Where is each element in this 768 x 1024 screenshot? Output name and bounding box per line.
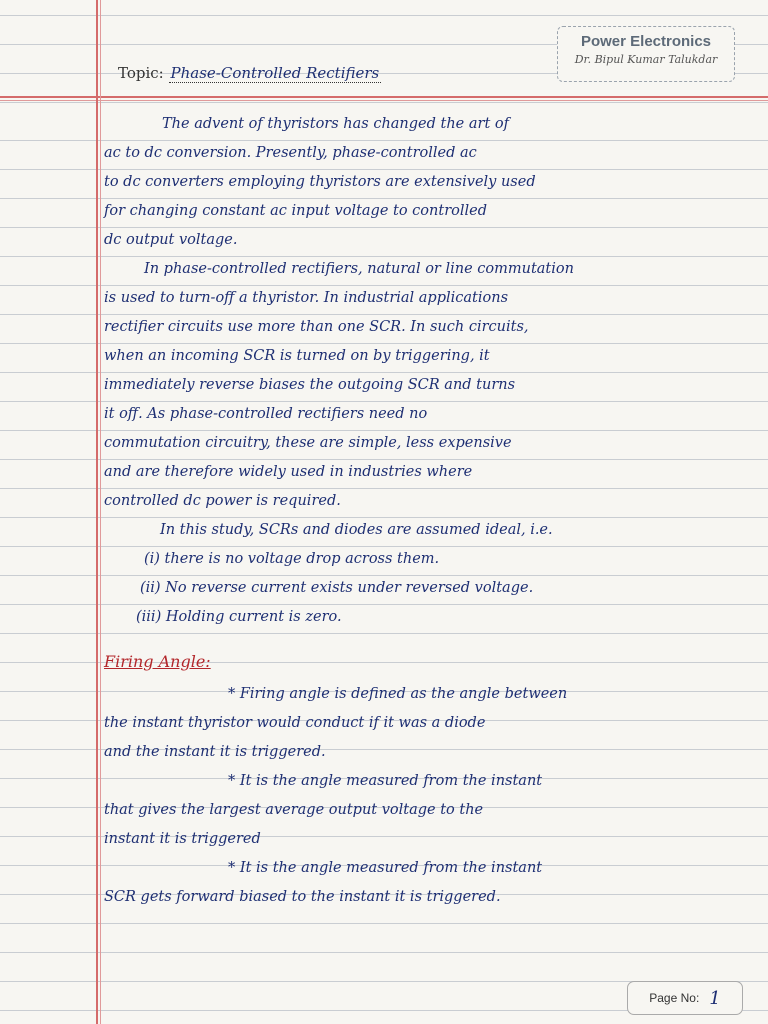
author-name: Dr. Bipul Kumar Talukdar [574,53,718,66]
text-line: controlled dc power is required. [104,493,341,509]
left-margin-line [96,0,98,1024]
text-line: for changing constant ac input voltage to controlled [104,203,487,219]
course-title: Power Electronics [580,33,712,50]
firing-angle-heading: Firing Angle: [104,652,211,671]
topic-value: Phase-Controlled Rectifiers [170,64,380,82]
text-line: to dc converters employing thyristors are extensively used [104,174,536,190]
text-line: the instant thyristor would conduct if it was a diode [104,715,486,731]
bullet-line: * It is the angle measured from the instant [228,860,543,876]
topic-line [118,64,381,82]
left-margin-line-secondary [100,0,101,1024]
text-line: commutation circuitry, these are simple, less expensive [104,435,512,451]
header-stamp [557,26,735,82]
list-item: (iii) Holding current is zero. [136,609,342,625]
text-line: dc output voltage. [104,232,238,248]
text-line: instant it is triggered [104,831,261,847]
text-line: immediately reverse biases the outgoing SCR and turns [104,377,516,393]
text-line: and the instant it is triggered. [104,744,326,760]
text-line: that gives the largest average output voltage to the [104,802,484,818]
text-line: rectifier circuits use more than one SCR. In such circuits, [104,319,529,335]
text-line: The advent of thyristors has changed the art of [162,116,509,132]
text-line: ac to dc conversion. Presently, phase-controlled ac [104,145,477,161]
top-margin-line [0,96,768,98]
page-number-value: 1 [709,987,721,1009]
bullet-line: * It is the angle measured from the instant [228,773,543,789]
bullet-line: * Firing angle is defined as the angle between [228,686,568,702]
text-line: SCR gets forward biased to the instant it is triggered. [104,889,501,905]
text-line: it off. As phase-controlled rectifiers need no [104,406,428,422]
text-line: In this study, SCRs and diodes are assumed ideal, i.e. [160,522,553,538]
page-number-box [627,981,743,1015]
text-line: In phase-controlled rectifiers, natural or line commutation [144,261,574,277]
text-line: when an incoming SCR is turned on by triggering, it [104,348,490,364]
top-margin-line-secondary [0,100,768,101]
text-line: is used to turn-off a thyristor. In industrial applications [104,290,509,306]
topic-label: Topic: [118,64,164,82]
list-item: (i) there is no voltage drop across them. [144,551,440,567]
page-number-label: Page No: [649,991,700,1005]
text-line: and are therefore widely used in industries where [104,464,473,480]
list-item: (ii) No reverse current exists under reversed voltage. [140,580,534,596]
